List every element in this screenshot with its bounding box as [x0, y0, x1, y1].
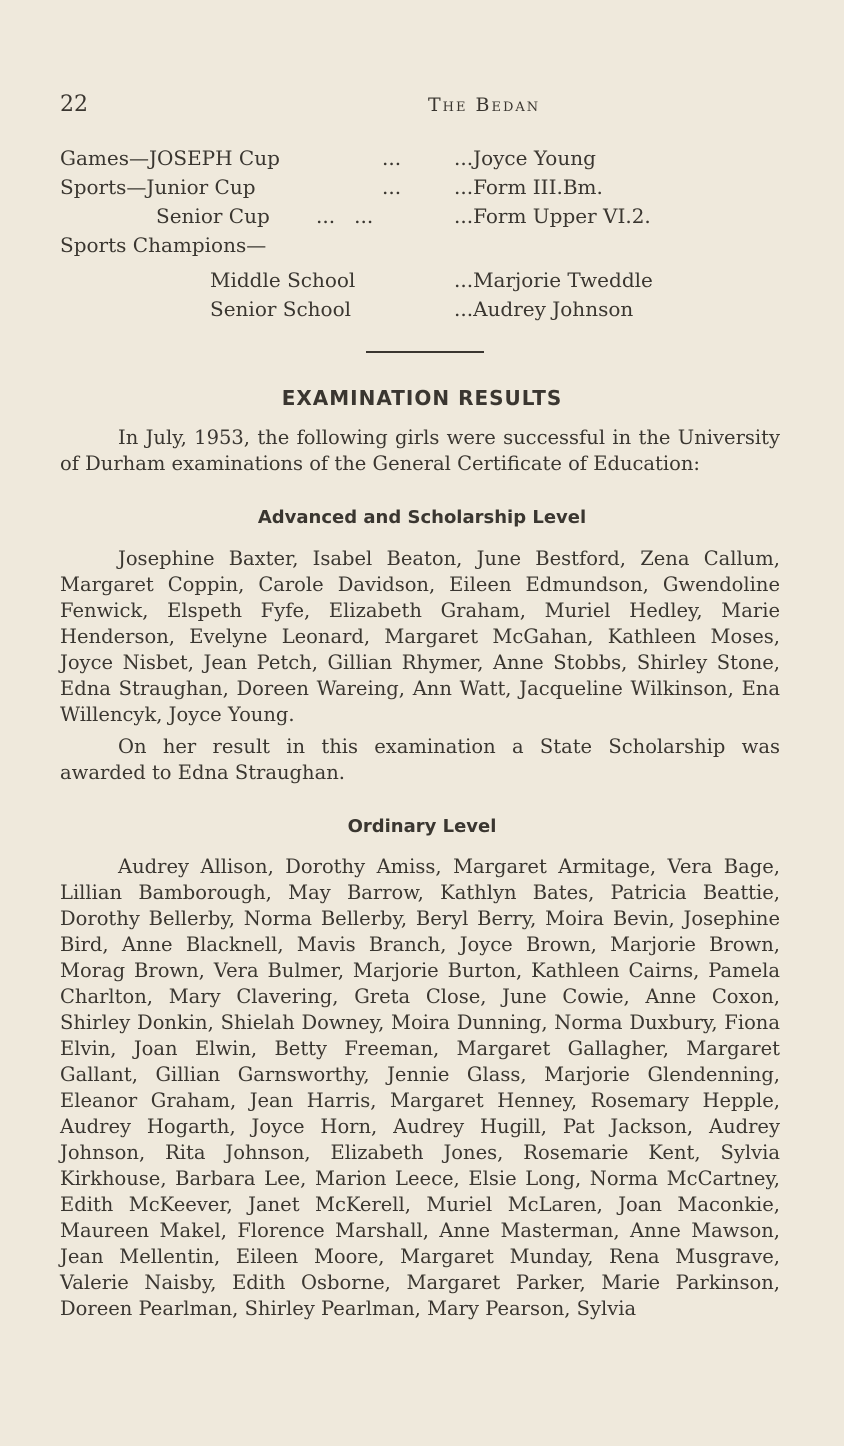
award-label: Middle School [210, 268, 356, 292]
award-row [60, 231, 760, 260]
awards-list [60, 144, 760, 324]
advanced-level-heading: Advanced and Scholarship Level [257, 507, 587, 528]
award-winner: ...Form Upper VI.2. [454, 204, 651, 228]
advanced-names-paragraph: Josephine Baxter, Isabel Beaton, June Bestford, Zena Callum, Margaret Coppin, Carole Davidson, Eileen Edmundson, Gwendoline Fenwick, Elspeth Fyfe, Elizabeth Graham, Muriel Hedley, Marie Henderson, Evelyne Leonard, Margaret McGahan, Kathleen Moses, Joyce Nisbet, Jean Petch, Gillian Rhymer, Anne Stobbs, Shirley Stone, Edna Straughan, Doreen Wareing, Ann Watt, Jacqueline Wilkinson, Ena Willencyk, Joyce Young. [60, 547, 780, 726]
award-dots: ... [382, 175, 402, 199]
award-winner: ...Form III.Bm. [454, 175, 603, 199]
page-header [60, 92, 790, 122]
section-divider [366, 351, 484, 353]
award-winner: ...Audrey Johnson [454, 297, 634, 321]
award-row [60, 144, 760, 173]
award-row [60, 295, 760, 324]
award-row [60, 173, 760, 202]
award-label: Senior School [210, 297, 352, 321]
award-dots: ... [382, 146, 402, 170]
scholarship-paragraph: On her result in this examination a State Scholarship was awarded to Edna Straughan. [60, 735, 780, 784]
award-winner: ...Marjorie Tweddle [454, 268, 653, 292]
intro-paragraph: In July, 1953, the following girls were successful in the University of Durham examinations of the General Certificate of Education: [60, 426, 780, 475]
ordinary-level-heading: Ordinary Level [347, 816, 497, 837]
award-row [60, 266, 760, 295]
award-winner: ...Joyce Young [454, 146, 596, 170]
award-label: Sports—Junior Cup [60, 175, 256, 199]
running-title: The Bedan [428, 94, 541, 116]
award-dots: ... ... [316, 204, 374, 228]
award-label: Senior Cup [156, 204, 270, 228]
award-label: Sports Champions— [60, 233, 267, 257]
ordinary-names-paragraph: Audrey Allison, Dorothy Amiss, Margaret Armitage, Vera Bage, Lillian Bamborough, May Barrow, Kathlyn Bates, Patricia Beattie, Dorothy Bellerby, Norma Bellerby, Beryl Berry, Moira Bevin, Josephine Bird, Anne Blacknell, Mavis Branch, Joyce Brown, Marjorie Brown, Morag Brown, Vera Bulmer, Marjorie Burton, Kathleen Cairns, Pamela Charlton, Mary Clavering, Greta Close, June Cowie, Anne Coxon, Shirley Donkin, Shielah Downey, Moira Dunning, Norma Duxbury, Fiona Elvin, Joan Elwin, Betty Freeman, Margaret Gallagher, Margaret Gallant, Gillian Garnsworthy, Jennie Glass, Marjorie Glendenning, Eleanor Graham, Jean Harris, Margaret Henney, Rosemary Hepple, Audrey Hogarth, Joyce Horn, Audrey Hugill, Pat Jackson, Audrey Johnson, Rita Johnson, Elizabeth Jones, Rosemarie Kent, Sylvia Kirkhouse, Barbara Lee, Marion Leece, Elsie Long, Norma McCartney, Edith McKeever, Janet McKerell, Muriel McLaren, Joan Maconkie, Maureen Makel, Florence Marshall, Anne Masterman, Anne Mawson, Jean Mellentin, Eileen Moore, Margaret Munday, Rena Musgrave, Valerie Naisby, Edith Osborne, Margaret Parker, Marie Parkinson, Doreen Pearlman, Shirley Pearlman, Mary Pearson, Sylvia [60, 855, 780, 1320]
section-title: EXAMINATION RESULTS [281, 386, 563, 410]
award-row [60, 202, 760, 231]
award-label: Games—JOSEPH Cup [60, 146, 280, 170]
page-number: 22 [60, 92, 88, 117]
